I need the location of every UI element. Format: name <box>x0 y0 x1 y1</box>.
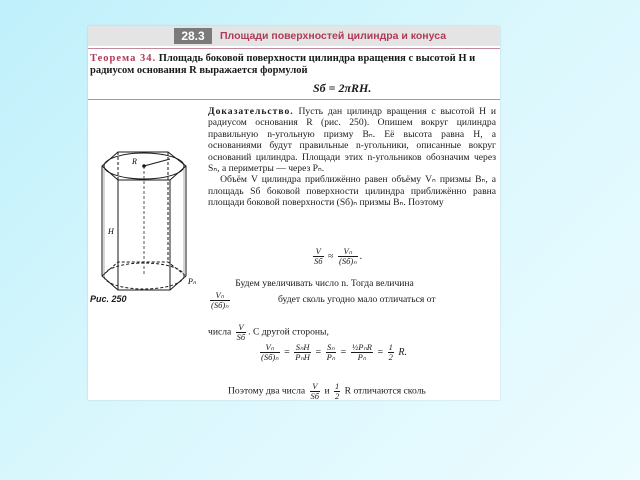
last-line <box>228 382 426 400</box>
para-text-end: . С другой стороны, <box>248 326 329 338</box>
fraction-line <box>208 291 232 310</box>
equation-chain: $\frac{\text{Vₙ}}{\text{(Sб)ₙ}}$ = $\frac{\text{SₙH}}{\text{PₙH}}$ = $\frac{\text{Sₙ}}{\text{Pₙ}}$ = $\frac{\text{½PₙR}}{\text{Pₙ}}$ = $\frac{1}{2}$ R. <box>261 342 407 362</box>
frac-denominator: Pₙ <box>357 352 367 362</box>
theorem-label: Теорема 34. <box>90 53 157 64</box>
frac-denominator: Sб <box>310 391 320 400</box>
divider <box>88 48 500 49</box>
frac-denominator: Sб <box>236 332 246 342</box>
frac-denominator: 2 <box>388 352 393 362</box>
para-text-after: будет сколь угодно мало отличаться от <box>278 294 436 305</box>
label-H: H <box>108 227 114 236</box>
frac-denominator: (Sб)ₙ <box>339 256 357 266</box>
frac-numerator: ½PₙR <box>351 342 372 352</box>
proof-text-2: Объём V цилиндра приближённо равен объёму Vₙ призмы Bₙ, а площадь Sб боковой поверхности цилиндра приближённо равна площади боковой поверхности (Sб)ₙ призмы Bₙ. Поэтому <box>208 174 496 209</box>
textbook-page <box>88 26 500 400</box>
frac-numerator: 1 <box>388 342 393 352</box>
frac-numerator: V <box>310 382 321 392</box>
proof-text-1: Пусть дан цилиндр вращения с высотой H и радиусом основания R (рис. 250). Опишем вокруг цилиндра правильную n-угольную призму Bₙ. Её высота равна H, а основаниями будут правильные n-угольники, описанные вокруг оснований цилиндра. Площади этих n-угольников обозначим через Sₙ, а периметры — через Pₙ. <box>208 106 496 175</box>
theorem-body: Площадь боковой поверхности цилиндра вращения с высотой H и радиусом основания R выражается формулой <box>90 53 476 76</box>
text: Поэтому два числа <box>228 385 306 397</box>
frac-denominator: PₙH <box>295 352 310 362</box>
section-header <box>88 26 500 46</box>
frac-denominator: (Sб)ₙ <box>261 352 279 362</box>
period: . <box>359 250 363 262</box>
figure-caption: Рис. 250 <box>90 294 127 304</box>
frac-denominator: (Sб)ₙ <box>211 300 229 310</box>
frac-numerator: Sₙ <box>327 342 335 352</box>
label-Pn: Pₙ <box>188 277 197 286</box>
para-text: Будем увеличивать число n. Тогда величина <box>235 278 414 289</box>
frac-numerator: 1 <box>335 381 340 391</box>
frac-numerator: V <box>236 323 247 333</box>
equation-approx <box>311 247 362 266</box>
frac-numerator: Vₙ <box>210 291 230 301</box>
section-title: Площади поверхностей цилиндра и конуса <box>220 30 447 42</box>
theorem-text <box>90 53 498 77</box>
equation-result: R. <box>398 346 407 358</box>
section-number: 28.3 <box>174 28 212 44</box>
approx-sign: ≈ <box>328 250 334 262</box>
frac-numerator: Vₙ <box>338 247 358 257</box>
word-numbers: числа <box>208 326 232 338</box>
and-word: и <box>324 385 330 397</box>
proof-label: Доказательство. <box>208 106 294 117</box>
prism-figure <box>90 146 210 296</box>
frac-numerator: SₙH <box>295 342 310 352</box>
paragraph-increase-n <box>228 278 496 290</box>
text: R отличаются сколь <box>344 385 426 397</box>
frac-denominator: Sб <box>314 256 323 266</box>
proof-paragraph <box>208 106 496 209</box>
frac-numerator: Vₙ <box>260 343 280 353</box>
label-R: R <box>132 157 137 166</box>
frac-denominator: Pₙ <box>326 352 336 362</box>
divider <box>88 99 500 100</box>
theorem-formula: Sб = 2πRH. <box>313 81 372 95</box>
numbers-line <box>208 323 329 342</box>
frac-denominator: 2 <box>335 391 340 400</box>
frac-numerator: V <box>313 247 324 257</box>
